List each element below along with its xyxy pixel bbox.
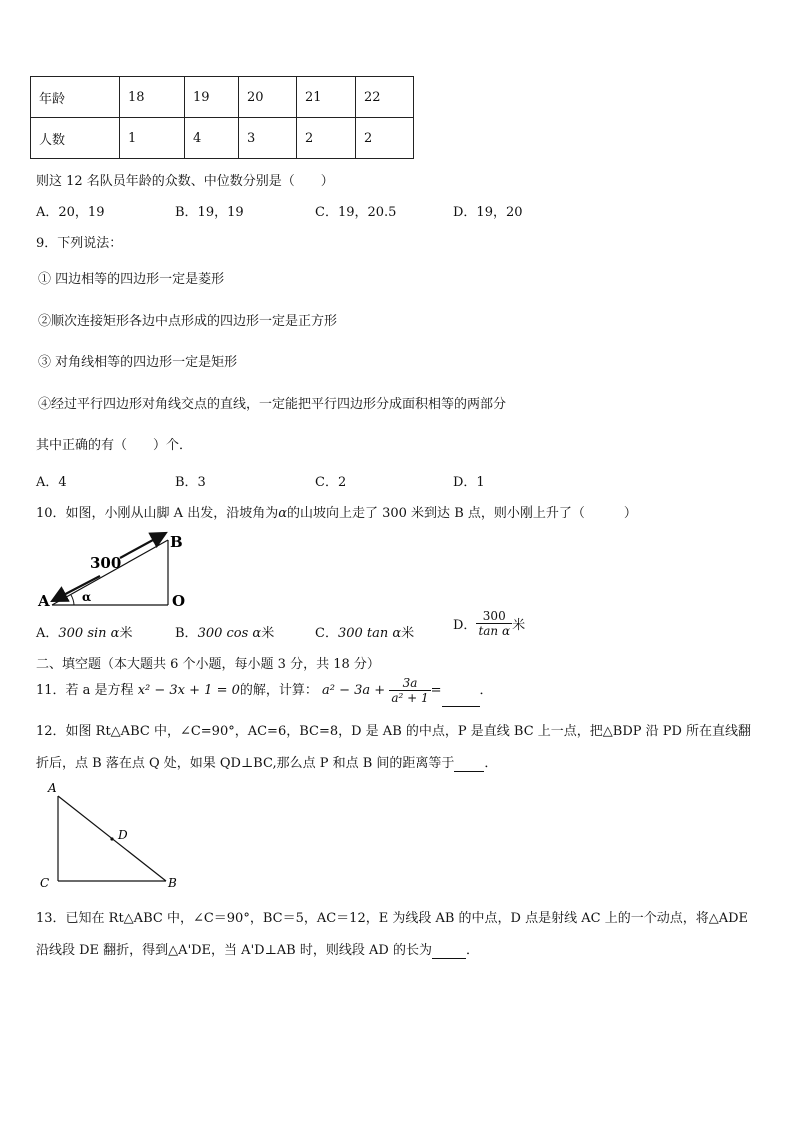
q8-option-c: C．19，20.5 [315, 205, 397, 220]
q12-line-2 [36, 752, 497, 772]
q8-option-a: A．20，19 [36, 205, 105, 220]
table-cell: 4 [185, 118, 239, 159]
table-cell: 20 [239, 77, 297, 118]
q10-stem [36, 502, 637, 521]
q13-text: 沿线段 DE 翻折，得到△A'DE，当 A'D⊥AB 时，则线段 AD 的长为 [36, 943, 432, 958]
table-cell: 21 [297, 77, 356, 118]
fraction-denominator: tan α [478, 624, 511, 638]
q12-text: 折后，点 B 落在点 Q 处，如果 QD⊥BC,那么点 P 和点 B 间的距离等于 [36, 756, 455, 771]
option-expr: 300 cos α [197, 626, 262, 641]
q13-line-1: 13．已知在 Rt△ABC 中，∠C＝90°，BC＝5，AC＝12，E 为线段 AB 的中点，D 点是射线 AC 上的一个动点，将△ADE [36, 911, 748, 926]
age-table [30, 76, 414, 159]
q13-line-2 [36, 939, 479, 959]
triangle-figure [36, 778, 196, 894]
answer-blank[interactable] [432, 943, 466, 959]
fraction-numerator: 3a [389, 676, 430, 691]
q10-option-a [36, 622, 132, 641]
q12-end: ． [484, 756, 498, 771]
option-expr: 300 tan α [337, 626, 402, 641]
q11-equals: = [430, 683, 442, 698]
answer-blank[interactable] [454, 756, 484, 772]
point-d-label: D [118, 828, 128, 842]
q13-end: ． [465, 943, 479, 958]
table-cell: 2 [356, 118, 414, 159]
q11-middle: 的解，计算： [239, 683, 318, 698]
slope-line [52, 540, 168, 605]
point-a-label: A [48, 781, 57, 795]
point-b-label: B [168, 876, 177, 890]
q9-option-c: C．2 [315, 475, 347, 490]
q9-option-a: A．4 [36, 475, 67, 490]
unit-label: 米 [119, 626, 133, 641]
q8-option-d: D．19，20 [453, 205, 523, 220]
alpha-label: α [82, 590, 92, 604]
unit-label: 米 [512, 618, 526, 633]
q9-option-d: D．1 [453, 475, 485, 490]
q9-item-3: ③ 对角线相等的四边形一定是矩形 [38, 355, 238, 370]
table-cell: 3 [239, 118, 297, 159]
q11-stem [36, 676, 493, 707]
q11-equation: x² − 3x + 1 = 0 [137, 683, 240, 698]
option-letter: B． [175, 626, 198, 641]
option-expr: 300 sin α [58, 626, 120, 641]
table-cell: 人数 [31, 118, 120, 159]
q11-expression: a² − 3a + [322, 683, 386, 698]
length-label: 300 [90, 554, 122, 572]
q9-item-2: ②顺次连接矩形各边中点形成的四边形一定是正方形 [38, 314, 338, 329]
answer-blank[interactable] [442, 676, 480, 707]
q11-fraction [389, 676, 430, 705]
angle-arc [71, 595, 74, 605]
q8-stem: 则这 12 名队员年龄的众数、中位数分别是（ ） [36, 174, 334, 189]
fraction-numerator: 300 [476, 609, 512, 624]
q8-option-b: B．19，19 [175, 205, 244, 220]
option-letter: C． [315, 626, 338, 641]
table-cell: 19 [185, 77, 239, 118]
q12-line-1: 12．如图 Rt△ABC 中，∠C=90°，AC=6，BC=8，D 是 AB 的中点，P 是直线 BC 上一点，把△BDP 沿 PD 所在直线翻 [36, 724, 752, 739]
q9-item-1: ① 四边相等的四边形一定是菱形 [38, 272, 225, 287]
q11-end: ． [479, 683, 493, 698]
q10-option-c [315, 622, 414, 641]
point-b-label: B [170, 533, 183, 551]
table-cell: 2 [297, 118, 356, 159]
section-title: 二、填空题（本大题共 6 个小题，每小题 3 分，共 18 分） [36, 657, 380, 672]
table-row [31, 118, 414, 159]
q10-option-d [453, 609, 525, 638]
option-letter: A． [36, 626, 59, 641]
table-cell: 18 [120, 77, 185, 118]
fraction-denominator: a² + 1 [391, 691, 429, 705]
q10-stem-a: 10．如图，小刚从山脚 A 出发，沿坡角为 [36, 506, 279, 521]
point-o-label: O [172, 592, 186, 610]
unit-label: 米 [261, 626, 275, 641]
option-letter: D． [453, 618, 477, 633]
point-d [110, 837, 113, 840]
q9-option-b: B．3 [175, 475, 206, 490]
table-cell: 1 [120, 118, 185, 159]
q10-stem-b: 的山坡向上走了 300 米到达 B 点，则小刚上升了（ ） [286, 506, 637, 521]
point-a-label: A [38, 592, 50, 610]
q11-prefix: 11．若 a 是方程 [36, 683, 134, 698]
option-fraction [476, 609, 512, 638]
point-c-label: C [40, 876, 50, 890]
table-cell: 22 [356, 77, 414, 118]
arrow-down [54, 576, 100, 600]
q10-option-b [175, 622, 274, 641]
slope-figure [30, 528, 200, 614]
q9-question: 其中正确的有（ ）个． [36, 438, 193, 453]
alpha-symbol: α [278, 506, 287, 521]
unit-label: 米 [401, 626, 415, 641]
q9-stem: 9．下列说法： [36, 236, 123, 251]
table-row [31, 77, 414, 118]
q9-item-4: ④经过平行四边形对角线交点的直线，一定能把平行四边形分成面积相等的两部分 [38, 397, 507, 412]
table-cell: 年龄 [31, 77, 120, 118]
